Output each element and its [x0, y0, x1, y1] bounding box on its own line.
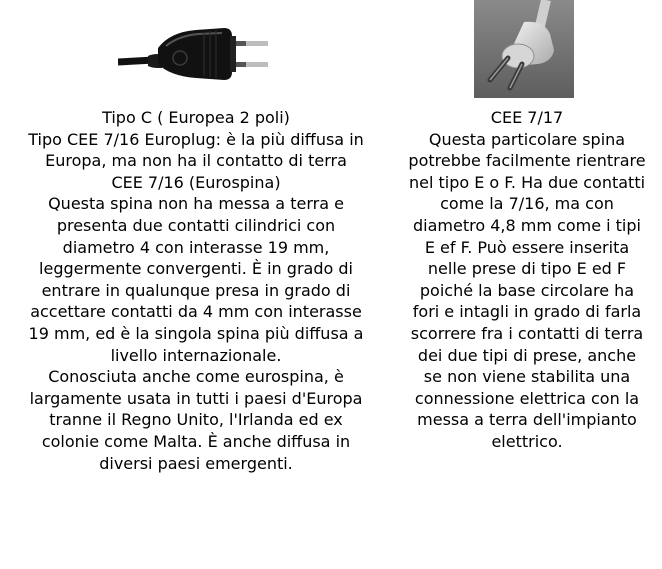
europlug-description: Tipo C ( Europea 2 poli) Tipo CEE 7/16 Europlug: è la più diffusa in Europa, ma non ha il contatto di terra CEE 7/16 (Eurospina) Questa spina non ha messa a terra e presenta due contatti cilindrici con diametro 4 con interasse 19 mm, leggermente convergenti. È in grado di entrare in qualunque presa in grado di accettare contatti da 4 mm con interasse 19 mm, ed è la singola spina più diffusa a livello internazionale. Conosciuta anche come eurospina, è largamente usata in tutti i paesi d'Europa tranne il Regno Unito, l'Irlanda ed ex colonie come Malta. È anche diffusa in diversi paesi emergenti. — [28, 108, 364, 473]
cee-7-17-description: CEE 7/17 Questa particolare spina potrebbe facilmente rientrare nel tipo E o F. Ha due contatti come la 7/16, ma con diametro 4,8 mm come i tipi E ef F. Può essere inserita nelle prese di tipo E ed F poiché la base circolare ha fori e intagli in grado di farla scorrere fra i contatti di terra dei due tipi di prese, anche se non viene stabilita una connessione elettrica con la messa a terra dell'impianto elettrico. — [408, 108, 646, 451]
cee-7-17-plug-image — [474, 0, 574, 98]
europlug-type-c-image — [118, 22, 270, 84]
